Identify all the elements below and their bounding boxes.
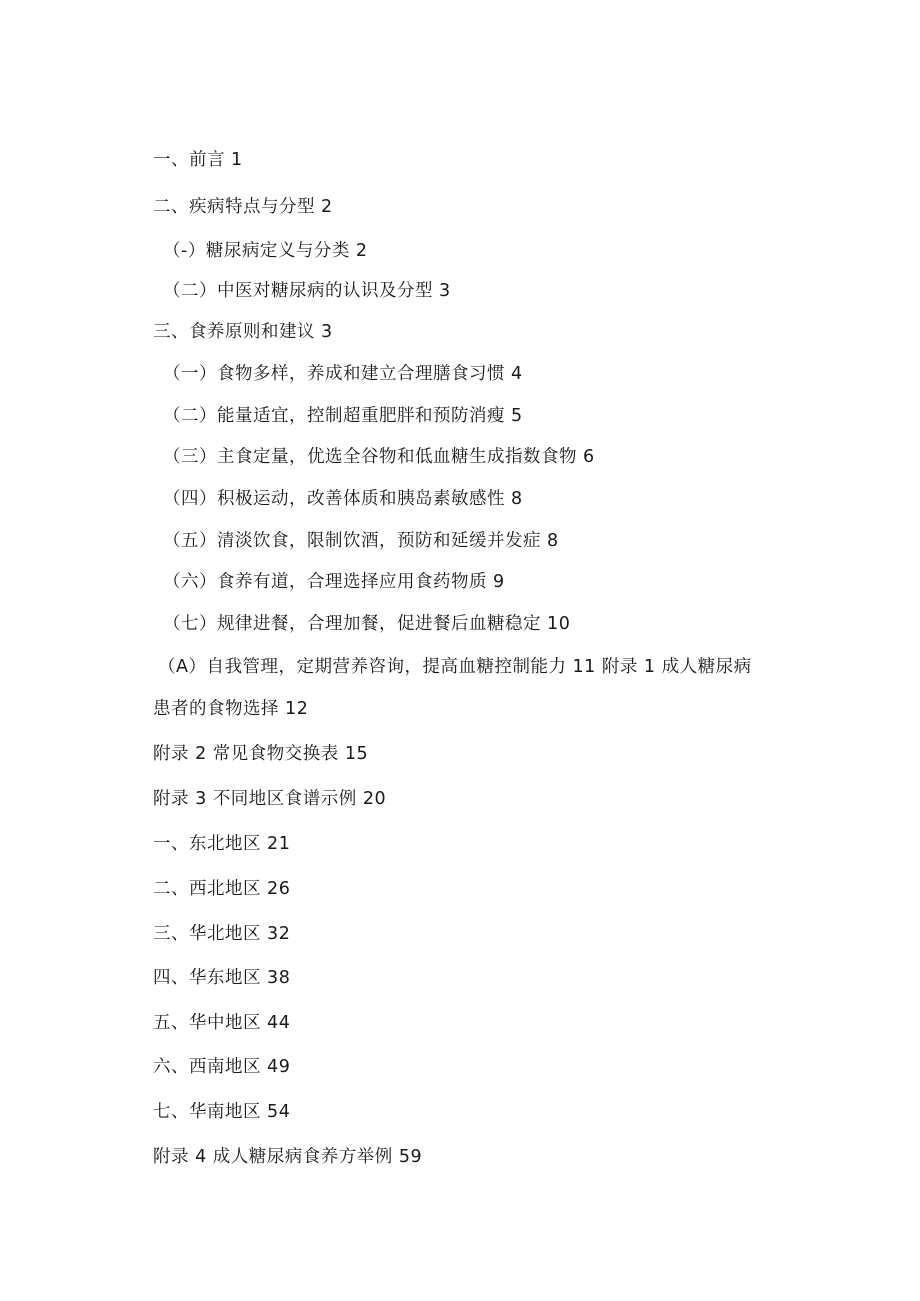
toc-entry-definition: （-）糖尿病定义与分类 2 [163,241,368,261]
toc-entry-northwest: 二、西北地区 26 [153,879,291,899]
toc-entry-appendix-4: 附录 4 成人糖尿病食养方举例 59 [153,1147,423,1167]
toc-entry-principle-1: （一）食物多样，养成和建立合理膳食习惯 4 [163,364,523,384]
toc-entry-principle-2: （二）能量适宜，控制超重肥胖和预防消瘦 5 [163,406,523,426]
toc-entry-principle-7: （七）规律进餐，合理加餐，促进餐后血糖稳定 10 [163,614,571,634]
toc-entry-principle-8: （A）自我管理，定期营养咨询，提高血糖控制能力 11 附录 1 成人糖尿病 [158,657,752,677]
toc-entry-principle-5: （五）清淡饮食，限制饮酒，预防和延缓并发症 8 [163,531,559,551]
toc-entry-southwest: 六、西南地区 49 [153,1057,291,1077]
toc-entry-principle-6: （六）食养有道，合理选择应用食药物质 9 [163,572,505,592]
toc-entry-central: 五、华中地区 44 [153,1013,291,1033]
toc-entry-principles: 三、食养原则和建议 3 [153,322,333,342]
toc-entry-appendix-2: 附录 2 常见食物交换表 15 [153,744,369,764]
toc-entry-east: 四、华东地区 38 [153,968,291,988]
toc-entry-appendix-3: 附录 3 不同地区食谱示例 20 [153,789,387,809]
toc-entry-preface: 一、前言 1 [153,150,243,170]
toc-entry-principle-4: （四）积极运动，改善体质和胰岛素敏感性 8 [163,489,523,509]
toc-entry-disease-features: 二、疾病特点与分型 2 [153,197,333,217]
toc-entry-principle-3: （三）主食定量，优选全谷物和低血糖生成指数食物 6 [163,447,595,467]
toc-entry-tcm: （二）中医对糖尿病的认识及分型 3 [163,281,451,301]
toc-entry-south: 七、华南地区 54 [153,1102,291,1122]
toc-entry-appendix-1-cont: 患者的食物选择 12 [153,699,309,719]
toc-entry-northeast: 一、东北地区 21 [153,834,291,854]
toc-entry-north: 三、华北地区 32 [153,924,291,944]
